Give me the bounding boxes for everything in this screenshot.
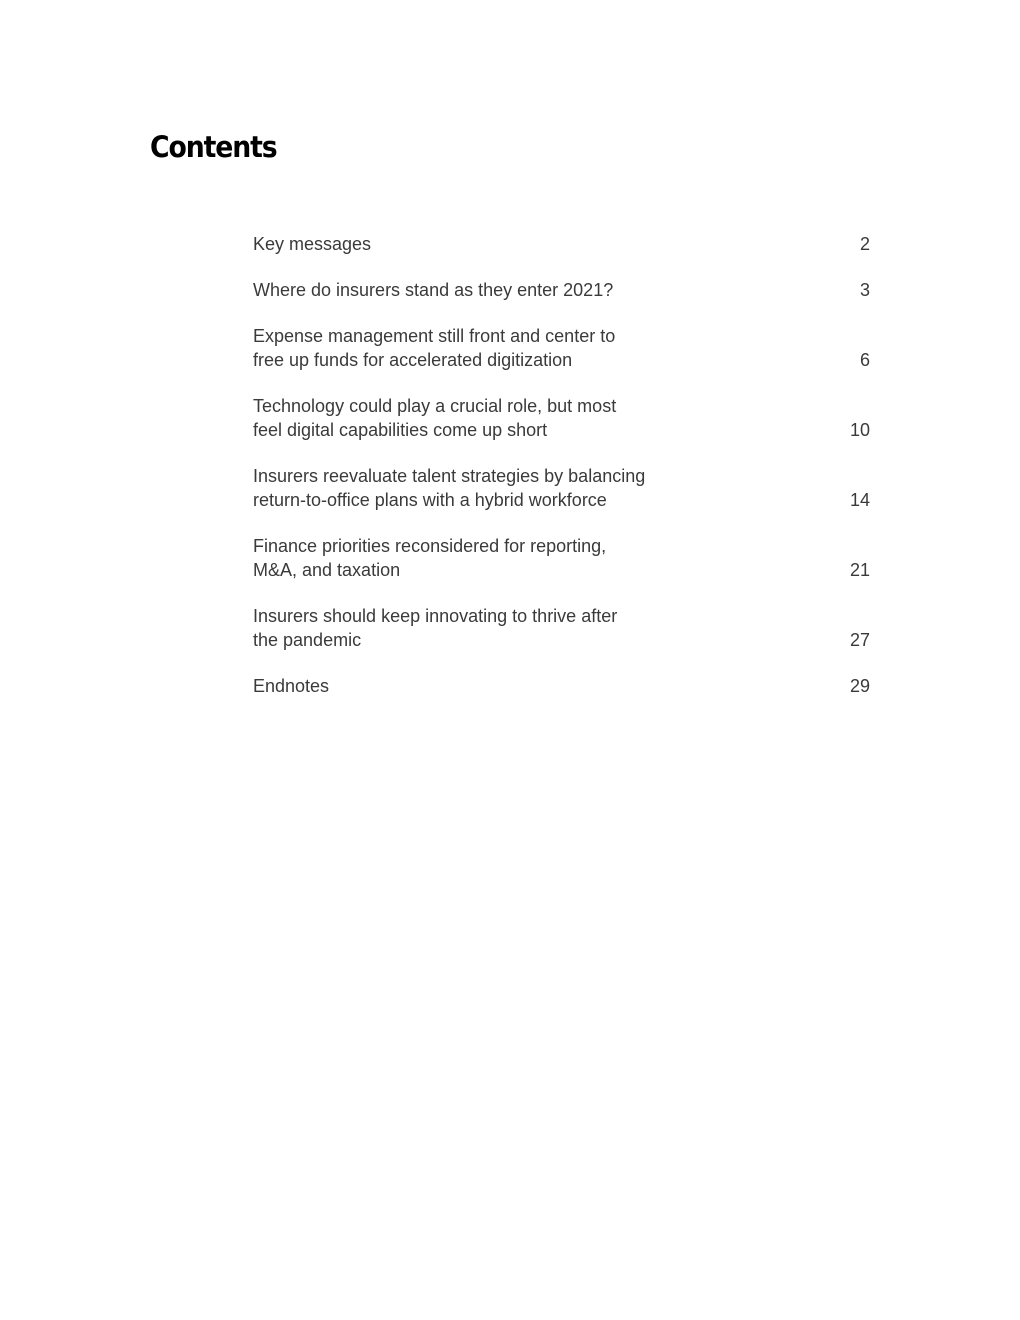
toc-entry[interactable] (253, 604, 870, 652)
toc-entry[interactable] (253, 324, 870, 372)
toc-entry[interactable] (253, 278, 870, 302)
toc-entry-label: Where do insurers stand as they enter 2021? (253, 280, 614, 300)
toc-entry-page: 10 (849, 420, 870, 440)
toc-entry-label: Key messages (253, 234, 372, 254)
toc-entry-page: 14 (849, 490, 870, 510)
toc-entry-label: Insurers reevaluate talent strategies by balancing return-to-office plans with a hybrid workforce (253, 466, 646, 510)
toc-entry-label: Technology could play a crucial role, but most feel digital capabilities come up short (253, 396, 617, 440)
toc-entry-page: 2 (859, 234, 870, 254)
toc-entry[interactable] (253, 674, 870, 698)
toc-entry-page: 21 (849, 560, 870, 580)
toc-entry-page: 3 (859, 280, 870, 300)
toc-entry-page: 29 (849, 676, 870, 696)
toc-entry[interactable] (253, 534, 870, 582)
contents-title: Contents (150, 130, 277, 164)
toc-entry[interactable] (253, 464, 870, 512)
toc-entry-label: Expense management still front and center to free up funds for accelerated digitization (253, 326, 616, 370)
toc-entry[interactable] (253, 232, 870, 256)
toc-entry-label: Insurers should keep innovating to thrive after the pandemic (253, 606, 618, 650)
toc-entry-label: Endnotes (253, 676, 330, 696)
table-of-contents (253, 232, 870, 720)
toc-entry-page: 6 (859, 350, 870, 370)
toc-entry[interactable] (253, 394, 870, 442)
toc-entry-label: Finance priorities reconsidered for reporting, M&A, and taxation (253, 536, 607, 580)
toc-entry-page: 27 (849, 630, 870, 650)
